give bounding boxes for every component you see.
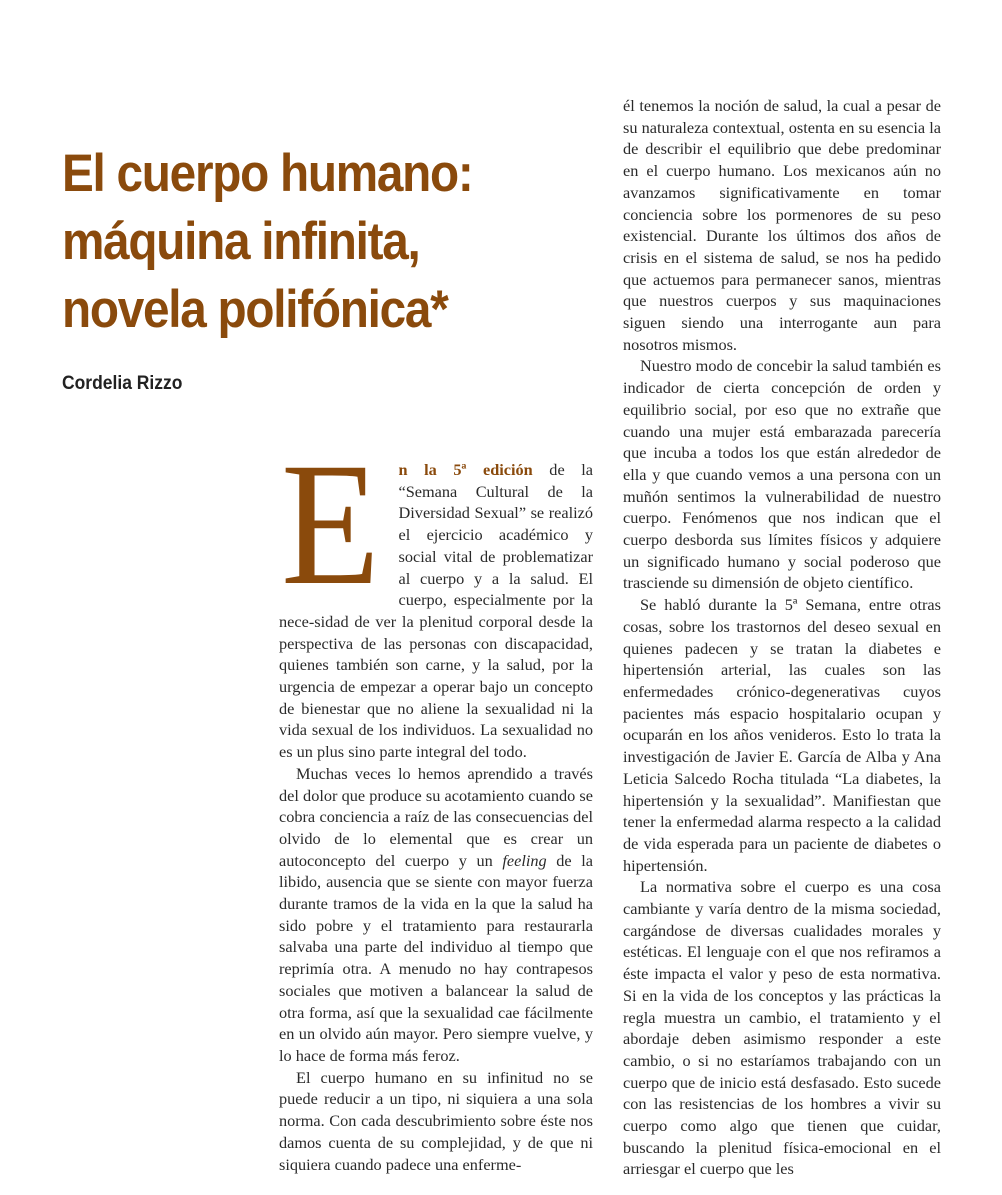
paragraph-1-text: de la “Semana Cultural de la Diversidad Sexual” se realizó el ejercicio académico y social vital de problematizar al cuerpo y a la salud. El cuerpo, especialmente por la nece-sidad de ver la plenitud corporal desde la perspectiva de las personas con discapacidad, quienes también son carne, y la salud, por la urgencia de empezar a operar bajo un concepto de bienestar que no aliene la sexualidad ni la vida sexual de los individuos. La sexualidad no es un plus sino parte integral del todo.: [279, 460, 593, 762]
paragraph-3: El cuerpo humano en su infinitud no se puede reducir a un tipo, ni siquiera a una sola norma. Con cada descubrimiento sobre éste nos damos cuenta de su complejidad, y de que ni siquiera cuando padece una enferme-: [279, 1067, 593, 1174]
left-column: [279, 427, 593, 1175]
paragraph-2-text-a: Muchas veces lo hemos aprendido a través del dolor que produce su acotamiento cuando se cobra conciencia a raíz de las consecuencias del olvido de lo elemental que es crear un autoconcepto del cuerpo y un: [279, 763, 593, 870]
title-line-2: máquina infinita,: [62, 212, 420, 271]
right-column: [623, 95, 941, 1180]
italic-term: feeling: [502, 850, 547, 870]
paragraph-5: Nuestro modo de concebir la salud también es indicador de cierta concepción de orden y equilibrio social, por eso que no extrañe que cuando una mujer está embarazada parecería que incuba a todos los que están alrededor de ella y que cuando vemos a una persona con un muñón sentimos la vulnerabilidad de nuestro cuerpo. Fenómenos que nos indican que el cuerpo desborda sus límites físicos y adquiere un significado humano y social poderoso que trasciende su dimensión de objeto científico.: [623, 356, 941, 593]
paragraph-1: [279, 427, 593, 763]
drop-cap: E: [281, 427, 380, 622]
title-line-1: El cuerpo humano:: [62, 144, 473, 203]
title-line-3: novela polifónica*: [62, 280, 448, 339]
lead-in: n la 5ª edición: [398, 460, 533, 479]
paragraph-4: él tenemos la noción de salud, la cual a pesar de su naturaleza contextual, ostenta en su esencia la de describir el equilibrio que debe predominar en el cuerpo humano. Los mexicanos aún no avanzamos significativamente en tomar conciencia sobre los pormenores de su peso existencial. Durante los últimos dos años de crisis en el sistema de salud, se nos ha pedido que actuemos para permanecer sanos, mientras que nuestros cuerpos y sus maquinaciones siguen siendo una interrogante aun para nosotros mismos.: [623, 96, 941, 354]
paragraph-2: [279, 763, 593, 1067]
article-title: [62, 140, 530, 344]
paragraph-7: La normativa sobre el cuerpo es una cosa cambiante y varía dentro de la misma sociedad, cargándose de diversas cualidades morales y estéticas. El lenguaje con el que nos refiramos a éste impacta el valor y peso de esta normativa. Si en la vida de los conceptos y las prácticas la regla muestra un cambio, el tratamiento y el abordaje deben asimismo responder a este cambio, o si no estaríamos trabajando con un cuerpo que de inicio está desfasado. Esto sucede con las resistencias de los hombres a vivir su cuerpo como algo que tienen que cuidar, buscando la plenitud física-emocional en el arriesgar el cuerpo que les: [623, 877, 941, 1179]
author-name: Cordelia Rizzo: [62, 373, 183, 394]
paragraph-6: Se habló durante la 5ª Semana, entre otras cosas, sobre los trastornos del deseo sexual en quienes padecen y se tratan la diabetes e hipertensión arterial, las cuales son las enfermedades crónico-degenerativas cuyos pacientes más espacio hospitalario ocupan y ocuparán en los años venideros. Esto lo trata la investigación de Javier E. García de Alba y Ana Leticia Salcedo Rocha titulada “La diabetes, la hipertensión y la sexualidad”. Manifiestan que tener la enfermedad alarma respecto a la calidad de vida esperada para un paciente de diabetes o hipertensión.: [623, 595, 941, 875]
paragraph-2-text-b: de la libido, ausencia que se siente con mayor fuerza durante tramos de la vida en la que la salud ha sido pobre y el tratamiento para restaurarla salvaba una parte del individuo al tiempo que reprimía otra. A menudo no hay contrapesos sociales que motiven a balancear la salud de otra forma, así que la sexualidad cae fácilmente en un olvido aún mayor. Pero siempre vuelve, y lo hace de forma más feroz.: [279, 850, 593, 1065]
